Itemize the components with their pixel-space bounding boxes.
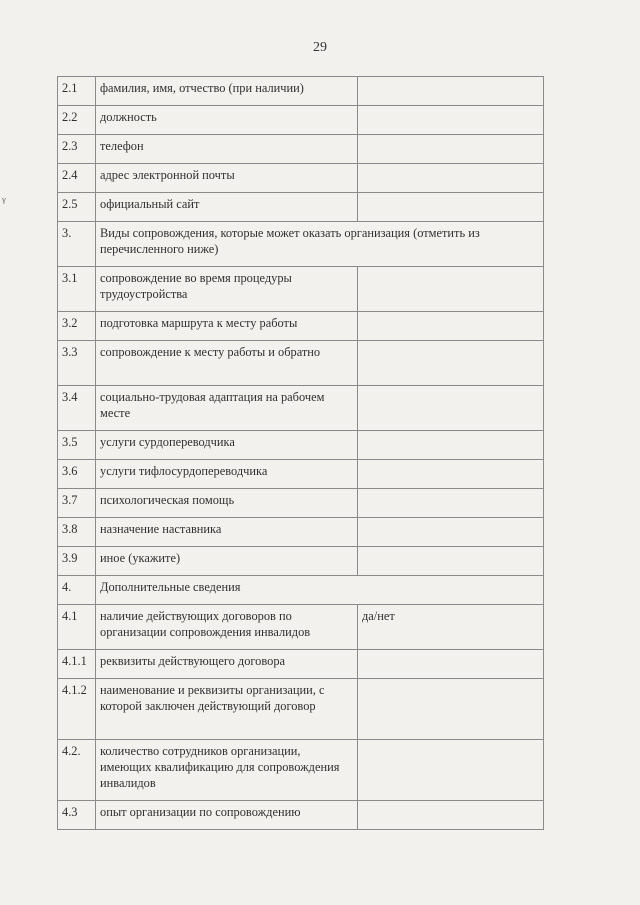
row-value-cell[interactable] (358, 460, 544, 489)
row-label: услуги тифлосурдопереводчика (96, 460, 358, 489)
row-value-cell[interactable] (358, 77, 544, 106)
row-number: 3.1 (58, 267, 96, 312)
row-label: количество сотрудников организации, имеющих квалификацию для сопровождения инвалидов (96, 740, 358, 801)
row-label: фамилия, имя, отчество (при наличии) (96, 77, 358, 106)
row-number: 4.3 (58, 801, 96, 830)
row-label: услуги сурдопереводчика (96, 431, 358, 460)
row-number: 4.1.1 (58, 650, 96, 679)
row-number: 3.2 (58, 312, 96, 341)
table-row (58, 341, 544, 386)
row-label: подготовка маршрута к месту работы (96, 312, 358, 341)
row-value-cell[interactable] (358, 801, 544, 830)
row-number: 2.5 (58, 193, 96, 222)
row-value-cell[interactable] (358, 193, 544, 222)
table-row (58, 193, 544, 222)
page-number: 29 (313, 40, 327, 55)
table-row (58, 801, 544, 830)
table-row (58, 267, 544, 312)
section-number: 4. (58, 576, 96, 605)
scan-mark: ᵞ (2, 195, 6, 210)
row-label: телефон (96, 135, 358, 164)
row-value-cell[interactable] (358, 106, 544, 135)
row-label: назначение наставника (96, 518, 358, 547)
row-label: адрес электронной почты (96, 164, 358, 193)
row-value-cell[interactable] (358, 547, 544, 576)
table-row (58, 740, 544, 801)
row-label: должность (96, 106, 358, 135)
table-row (58, 605, 544, 650)
table-row (58, 489, 544, 518)
row-value-cell[interactable] (358, 431, 544, 460)
section-row (58, 576, 544, 605)
table-row (58, 386, 544, 431)
row-label: реквизиты действующего договора (96, 650, 358, 679)
row-number: 2.4 (58, 164, 96, 193)
row-value-cell[interactable] (358, 164, 544, 193)
row-number: 4.1.2 (58, 679, 96, 740)
row-label: сопровождение во время процедуры трудоустройства (96, 267, 358, 312)
row-value-cell[interactable] (358, 679, 544, 740)
table-row (58, 679, 544, 740)
row-value-cell[interactable] (358, 740, 544, 801)
row-label: социально-трудовая адаптация на рабочем месте (96, 386, 358, 431)
row-number: 3.6 (58, 460, 96, 489)
row-number: 3.9 (58, 547, 96, 576)
row-number: 3.3 (58, 341, 96, 386)
row-value-cell[interactable] (358, 518, 544, 547)
table-row (58, 431, 544, 460)
table-row (58, 164, 544, 193)
row-label: наличие действующих договоров по организации сопровождения инвалидов (96, 605, 358, 650)
row-value-cell[interactable] (358, 135, 544, 164)
table-row (58, 135, 544, 164)
row-number: 2.1 (58, 77, 96, 106)
section-heading: Виды сопровождения, которые может оказать организация (отметить из перечисленного ниже) (96, 222, 544, 267)
row-value-cell[interactable] (358, 341, 544, 386)
row-number: 3.7 (58, 489, 96, 518)
table-row (58, 312, 544, 341)
table-row (58, 77, 544, 106)
table-row (58, 106, 544, 135)
row-label: сопровождение к месту работы и обратно (96, 341, 358, 386)
row-number: 2.3 (58, 135, 96, 164)
row-value-cell[interactable]: да/нет (358, 605, 544, 650)
row-label: психологическая помощь (96, 489, 358, 518)
table-row (58, 460, 544, 489)
table-row (58, 547, 544, 576)
table-row (58, 518, 544, 547)
row-number: 4.1 (58, 605, 96, 650)
row-label: наименование и реквизиты организации, с которой заключен действующий договор (96, 679, 358, 740)
section-number: 3. (58, 222, 96, 267)
row-value-cell[interactable] (358, 386, 544, 431)
row-number: 3.5 (58, 431, 96, 460)
section-row (58, 222, 544, 267)
section-heading: Дополнительные сведения (96, 576, 544, 605)
row-value-cell[interactable] (358, 267, 544, 312)
row-label: иное (укажите) (96, 547, 358, 576)
table-row (58, 650, 544, 679)
row-value-cell[interactable] (358, 489, 544, 518)
row-value-cell[interactable] (358, 312, 544, 341)
row-label: опыт организации по сопровождению (96, 801, 358, 830)
row-number: 3.4 (58, 386, 96, 431)
form-table (57, 76, 544, 830)
row-number: 3.8 (58, 518, 96, 547)
row-value-cell[interactable] (358, 650, 544, 679)
row-label: официальный сайт (96, 193, 358, 222)
row-number: 2.2 (58, 106, 96, 135)
row-number: 4.2. (58, 740, 96, 801)
